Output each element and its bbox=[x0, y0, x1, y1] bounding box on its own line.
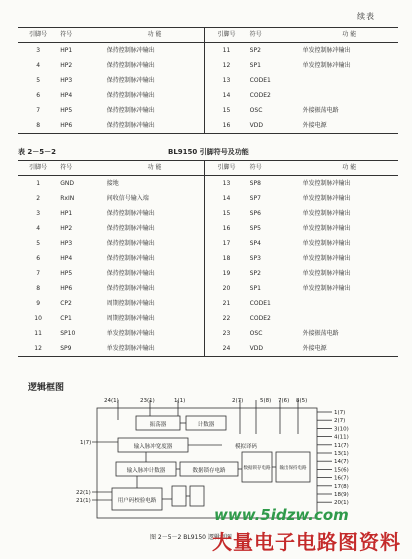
table-row bbox=[18, 58, 398, 73]
left-pin-label: 1(7) bbox=[80, 440, 92, 446]
table-row bbox=[18, 118, 398, 134]
cell-pin: 14 bbox=[205, 191, 248, 206]
cell-pin: 20 bbox=[205, 281, 248, 296]
cell-pin: 4 bbox=[36, 61, 41, 69]
cell-symbol: SP2 bbox=[249, 46, 261, 54]
col-header-function: 功 能 bbox=[105, 161, 205, 176]
cell-pin: 19 bbox=[205, 266, 248, 281]
cell-pin: 7 bbox=[36, 269, 41, 277]
cell-pin: 24 bbox=[205, 341, 248, 357]
top-pin-label: 24(1) bbox=[104, 398, 119, 404]
cell-function: 单发控制脉冲输出 bbox=[302, 284, 351, 292]
cell-symbol: CODE1 bbox=[249, 76, 271, 84]
cell-symbol: OSC bbox=[249, 106, 263, 114]
cell-function: 单发控制脉冲输出 bbox=[302, 224, 351, 232]
right-pin-label: 14(7) bbox=[334, 459, 349, 466]
top-pin-label: 2(7) bbox=[232, 398, 244, 404]
cell-function: 外接振荡电路 bbox=[302, 329, 339, 337]
cell-symbol: HP5 bbox=[60, 269, 73, 277]
cell-symbol: CP2 bbox=[60, 299, 72, 307]
top-pin-label: 8(5) bbox=[296, 398, 308, 404]
logic-block-diagram bbox=[0, 396, 412, 546]
cell-function: 外接振荡电路 bbox=[302, 106, 339, 114]
cell-function: 保持控制脉冲输出 bbox=[106, 239, 155, 247]
cell-pin: 18 bbox=[205, 251, 248, 266]
cell-symbol: VDD bbox=[248, 118, 301, 134]
table-row bbox=[18, 311, 398, 326]
block-label-input-pulse-counter: 输入脉冲计数器 bbox=[126, 468, 166, 474]
right-pin-label: 18(9) bbox=[334, 492, 349, 498]
col-header-function: 功 能 bbox=[301, 28, 398, 43]
cell-symbol: CODE1 bbox=[249, 299, 271, 307]
cell-function: 单发控制脉冲输出 bbox=[302, 61, 351, 69]
cell-pin: 5 bbox=[36, 76, 41, 84]
cell-symbol: GND bbox=[60, 179, 74, 187]
cell-pin: 3 bbox=[36, 209, 41, 217]
block-label-input-pulse-width: 输入脉冲宽度器 bbox=[133, 444, 173, 450]
cell-symbol: HP6 bbox=[58, 118, 105, 134]
cell-function: 单发控制脉冲输出 bbox=[302, 194, 351, 202]
cell-symbol: SP4 bbox=[249, 239, 261, 247]
cell-symbol: HP1 bbox=[60, 209, 73, 217]
cell-symbol: SP3 bbox=[249, 254, 261, 262]
cell-pin: 13 bbox=[205, 176, 248, 192]
cell-pin: 22 bbox=[205, 311, 248, 326]
table-row bbox=[18, 296, 398, 311]
continued-label: 续表 bbox=[357, 12, 375, 21]
cell-symbol: HP4 bbox=[60, 91, 73, 99]
block-label-oscillator: 振荡器 bbox=[149, 422, 167, 428]
cell-symbol: SP5 bbox=[249, 224, 261, 232]
block-label-user-code-check: 用户码校验电路 bbox=[117, 498, 157, 504]
pin-table-bl9150 bbox=[18, 160, 398, 357]
cell-function bbox=[301, 88, 398, 103]
table-header-row bbox=[18, 161, 398, 176]
table2-label: 表 2－5－2 bbox=[18, 148, 57, 156]
cell-function: 单发控制脉冲输出 bbox=[302, 254, 351, 262]
cell-symbol: VDD bbox=[248, 341, 301, 357]
cell-symbol: OSC bbox=[249, 329, 263, 337]
cell-pin: 16 bbox=[205, 221, 248, 236]
cell-symbol: SP6 bbox=[249, 209, 261, 217]
cell-symbol: SP1 bbox=[249, 284, 261, 292]
table-row bbox=[18, 103, 398, 118]
cell-pin: 8 bbox=[36, 284, 41, 292]
col-header-function: 功 能 bbox=[301, 161, 398, 176]
left-pin-label: 22(1) bbox=[76, 490, 91, 496]
cell-pin: 13 bbox=[205, 73, 248, 88]
cell-function bbox=[301, 296, 398, 311]
table-row bbox=[18, 176, 398, 192]
right-pin-label: 15(6) bbox=[334, 467, 349, 474]
col-header-symbol: 符号 bbox=[58, 28, 105, 43]
right-pin-label: 11(7) bbox=[334, 442, 349, 449]
cell-symbol: HP3 bbox=[60, 76, 73, 84]
right-pin-label: 13(1) bbox=[334, 451, 349, 457]
cell-symbol: SP10 bbox=[60, 329, 76, 337]
cell-function: 单发控制脉冲输出 bbox=[106, 329, 155, 337]
table-row bbox=[18, 206, 398, 221]
cell-function: 单发控制脉冲输出 bbox=[302, 46, 351, 54]
cell-pin: 7 bbox=[36, 106, 41, 114]
top-pin-label: 1(1) bbox=[174, 398, 186, 404]
col-header-symbol: 符号 bbox=[248, 28, 301, 43]
cell-function: 保持控制脉冲输出 bbox=[106, 284, 155, 292]
cell-pin: 2 bbox=[36, 194, 41, 202]
cell-pin: 11 bbox=[34, 329, 42, 337]
cell-function: 外接电源 bbox=[301, 341, 398, 357]
cell-pin: 16 bbox=[205, 118, 248, 134]
cell-pin: 12 bbox=[18, 341, 58, 357]
cell-symbol: HP6 bbox=[60, 284, 73, 292]
top-pin-label: 23(1) bbox=[140, 398, 155, 404]
table-row bbox=[18, 43, 398, 59]
cell-function: 保持控制脉冲输出 bbox=[106, 106, 155, 114]
cell-function: 单发控制脉冲输出 bbox=[302, 269, 351, 277]
pin-table-continued bbox=[18, 27, 398, 134]
table-row bbox=[18, 266, 398, 281]
cell-function: 保持控制脉冲输出 bbox=[105, 118, 205, 134]
block-label-data-latch: 数据锁存电路 bbox=[192, 468, 226, 474]
cell-pin: 11 bbox=[205, 43, 248, 59]
cell-function bbox=[301, 311, 398, 326]
cell-symbol: HP4 bbox=[60, 254, 73, 262]
cell-pin: 4 bbox=[36, 224, 41, 232]
cell-function: 保持控制脉冲输出 bbox=[106, 209, 155, 217]
col-header-symbol: 符号 bbox=[58, 161, 105, 176]
table-row bbox=[18, 236, 398, 251]
cell-pin: 12 bbox=[205, 58, 248, 73]
table-row bbox=[18, 281, 398, 296]
cell-symbol: CP1 bbox=[60, 314, 72, 322]
cell-function: 接地 bbox=[106, 179, 119, 187]
top-pin-label: 5(8) bbox=[260, 398, 272, 404]
watermark-url: www.5idzw.com bbox=[214, 506, 349, 524]
right-pin-label: 2(7) bbox=[334, 418, 346, 425]
right-pin-label: 1(7) bbox=[334, 410, 346, 416]
right-pin-label: 17(8) bbox=[334, 483, 349, 490]
cell-function: 保持控制脉冲输出 bbox=[106, 254, 155, 262]
top-pin-label: 7(6) bbox=[278, 398, 290, 404]
cell-pin: 5 bbox=[36, 239, 41, 247]
cell-symbol: SP7 bbox=[249, 194, 261, 202]
left-pin-label: 21(1) bbox=[76, 498, 91, 504]
table-row bbox=[18, 251, 398, 266]
cell-pin: 1 bbox=[36, 179, 41, 187]
watermark-site-name: 大量电子电路图资料 bbox=[212, 530, 401, 554]
cell-function: 保持控制脉冲输出 bbox=[106, 61, 155, 69]
cell-symbol: CODE2 bbox=[249, 91, 271, 99]
cell-symbol: SP2 bbox=[249, 269, 261, 277]
cell-symbol: SP9 bbox=[58, 341, 105, 357]
table2-title: BL9150 引脚符号及功能 bbox=[168, 148, 249, 156]
cell-pin: 15 bbox=[205, 206, 248, 221]
block-small-2 bbox=[190, 486, 204, 506]
cell-function: 周期控制脉冲输出 bbox=[106, 314, 155, 322]
table-row bbox=[18, 191, 398, 206]
cell-pin: 3 bbox=[36, 46, 41, 54]
table-row bbox=[18, 88, 398, 103]
cell-pin: 15 bbox=[205, 103, 248, 118]
col-header-pin: 引脚号 bbox=[205, 161, 248, 176]
cell-pin: 21 bbox=[205, 296, 248, 311]
right-pin-label: 3(10) bbox=[334, 426, 349, 433]
figure-caption: 图 2－5－2 BL9150 逻辑框图 bbox=[150, 534, 232, 541]
table-row bbox=[18, 73, 398, 88]
cell-pin: 9 bbox=[36, 299, 41, 307]
cell-symbol: HP2 bbox=[60, 61, 73, 69]
cell-function bbox=[301, 73, 398, 88]
col-header-pin: 引脚号 bbox=[205, 28, 248, 43]
cell-function: 保持控制脉冲输出 bbox=[106, 76, 155, 84]
block-label-output-hold: 输出保持电路 bbox=[279, 466, 307, 471]
cell-pin: 10 bbox=[34, 314, 42, 322]
col-header-symbol: 符号 bbox=[248, 161, 301, 176]
cell-function: 保持控制脉冲输出 bbox=[106, 269, 155, 277]
table-header-row bbox=[18, 28, 398, 43]
cell-function: 单发控制脉冲输出 bbox=[105, 341, 205, 357]
block-label-decode: 模拟译码 bbox=[234, 444, 258, 450]
table-row bbox=[18, 221, 398, 236]
right-pin-label: 16(7) bbox=[334, 475, 349, 482]
right-pin-label: 20(1) bbox=[334, 500, 349, 507]
cell-pin: 6 bbox=[36, 91, 41, 99]
cell-symbol: HP1 bbox=[60, 46, 73, 54]
cell-symbol: CODE2 bbox=[249, 314, 271, 322]
col-header-pin: 引脚号 bbox=[18, 28, 58, 43]
col-header-function: 功 能 bbox=[105, 28, 205, 43]
block-label-data-latch-2: 数据锁存电路 bbox=[243, 466, 271, 471]
table-row bbox=[18, 326, 398, 341]
block-small-1 bbox=[172, 486, 186, 506]
cell-pin: 23 bbox=[205, 326, 248, 341]
cell-pin: 17 bbox=[205, 236, 248, 251]
cell-function: 保持控制脉冲输出 bbox=[106, 46, 155, 54]
cell-pin: 6 bbox=[36, 254, 41, 262]
cell-symbol: SP1 bbox=[249, 61, 261, 69]
cell-function: 单发控制脉冲输出 bbox=[302, 179, 351, 187]
right-pin-label: 4(11) bbox=[334, 434, 349, 441]
cell-function: 保持控制脉冲输出 bbox=[106, 91, 155, 99]
section-title: 逻辑框图 bbox=[28, 383, 65, 393]
block-label-counter: 计数器 bbox=[197, 422, 215, 428]
cell-function: 周期控制脉冲输出 bbox=[106, 299, 155, 307]
cell-symbol: HP5 bbox=[60, 106, 73, 114]
cell-pin: 8 bbox=[18, 118, 58, 134]
cell-symbol: SP8 bbox=[249, 179, 261, 187]
cell-function: 间收信号输入端 bbox=[106, 194, 149, 202]
cell-pin: 14 bbox=[205, 88, 248, 103]
cell-function: 单发控制脉冲输出 bbox=[302, 239, 351, 247]
cell-function: 单发控制脉冲输出 bbox=[302, 209, 351, 217]
col-header-pin: 引脚号 bbox=[18, 161, 58, 176]
cell-symbol: HP3 bbox=[60, 239, 73, 247]
table-row bbox=[18, 341, 398, 357]
cell-symbol: HP2 bbox=[60, 224, 73, 232]
cell-function: 外接电源 bbox=[301, 118, 398, 134]
cell-function: 保持控制脉冲输出 bbox=[106, 224, 155, 232]
cell-symbol: RxIN bbox=[60, 194, 75, 202]
